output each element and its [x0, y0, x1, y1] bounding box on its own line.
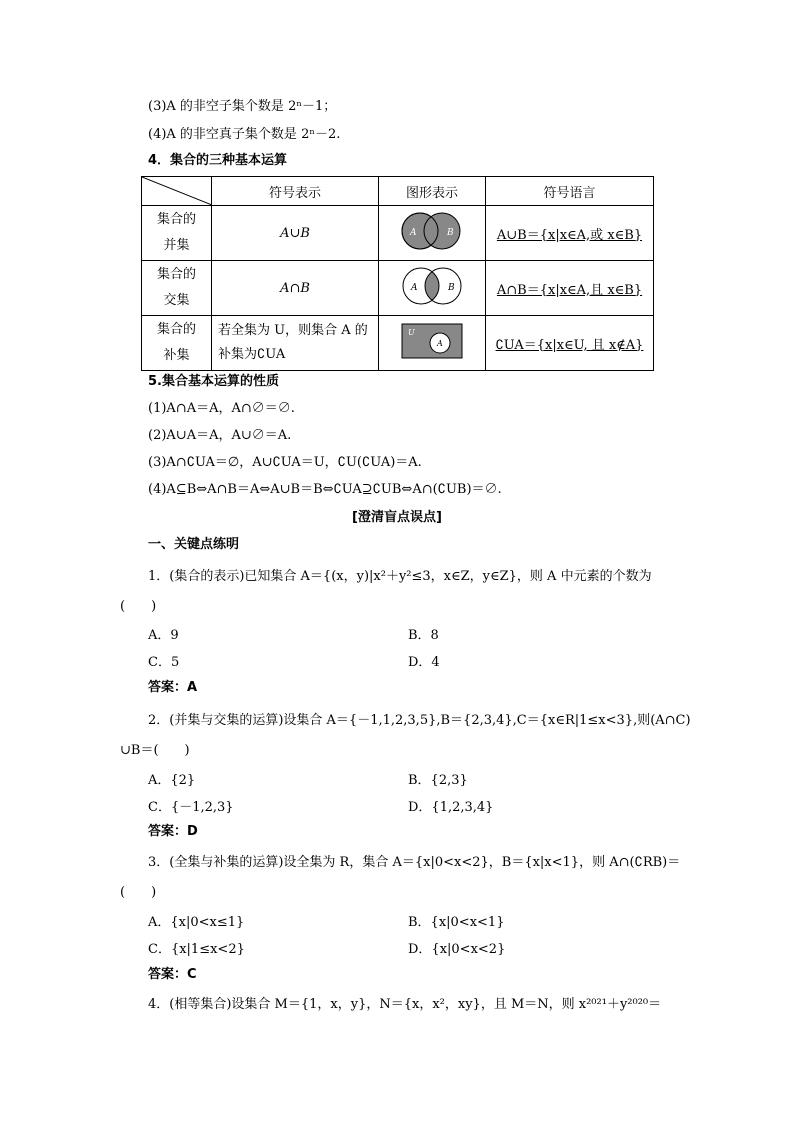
- question-3-choice-d[interactable]: D．{x|0<x<2}: [408, 942, 506, 957]
- practice-title: 一、关键点练明: [148, 537, 240, 552]
- table-header-row: [142, 177, 654, 206]
- header-graphic: 图形表示: [379, 177, 486, 206]
- question-2-paren: ∪B＝( ): [120, 743, 190, 758]
- union-language-text: A∪B＝{x|x∈A,或 x∈B}: [496, 227, 643, 243]
- table-row-complement: [142, 316, 654, 371]
- section-4-title: 4．集合的三种基本运算: [148, 153, 288, 168]
- question-1-choice-b[interactable]: B．8: [408, 628, 439, 643]
- intersection-venn-label-a: A: [411, 283, 418, 293]
- intro-line-3: (3)A 的非空子集个数是 2ⁿ－1；: [148, 99, 337, 114]
- clarify-title: [澄清盲点误点]: [352, 510, 442, 525]
- header-symbol: 符号表示: [212, 177, 379, 206]
- set-operations-table: [141, 176, 654, 371]
- question-3-choice-b[interactable]: B．{x|0<x<1}: [408, 915, 505, 930]
- property-2: (2)A∪A＝A，A∪∅＝A.: [148, 428, 292, 443]
- question-3-choice-a[interactable]: A．{x|0<x≤1}: [148, 915, 245, 930]
- complement-symbol-line-2: 补集为∁UA: [218, 347, 286, 362]
- intersection-language-text: A∩B＝{x|x∈A,且 x∈B}: [496, 282, 643, 298]
- question-1-answer: 答案：A: [148, 680, 198, 695]
- row-name-line-1: 集合的: [156, 322, 196, 337]
- question-2-answer: 答案：D: [148, 824, 198, 839]
- property-4: (4)A⊆B⇔A∩B＝A⇔A∪B＝B⇔∁UA⊇∁UB⇔A∩(∁UB)＝∅.: [148, 482, 502, 497]
- diagonal-line: [142, 177, 212, 205]
- intersection-language: [486, 261, 654, 316]
- question-2-choice-d[interactable]: D．{1,2,3,4}: [408, 800, 494, 815]
- complement-language-text: ∁UA＝{x|x∈U, 且 x∉A}: [495, 337, 644, 353]
- question-1-stem: 1．(集合的表示)已知集合 A＝{(x，y)|x²＋y²≤3，x∈Z，y∈Z}，则 A 中元素的个数为: [148, 569, 652, 584]
- question-3-choice-c[interactable]: C．{x|1≤x<2}: [148, 942, 245, 957]
- question-3-paren: ( ): [120, 885, 157, 900]
- complement-venn-label-u: U: [408, 328, 415, 337]
- union-language: [486, 206, 654, 261]
- header-language: 符号语言: [486, 177, 654, 206]
- intersection-venn-label-b: B: [448, 283, 455, 293]
- question-1-choice-c[interactable]: C．5: [148, 655, 180, 670]
- question-1-choice-a[interactable]: A．9: [148, 628, 179, 643]
- row-name-line-2: 补集: [163, 348, 190, 363]
- union-symbol: A∪B: [212, 206, 379, 261]
- question-2-stem: 2．(并集与交集的运算)设集合 A＝{－1,1,2,3,5},B＝{2,3,4},C＝{x∈R|1≤x<3},则(A∩C): [148, 713, 691, 728]
- union-venn-diagram: [394, 211, 470, 251]
- property-1: (1)A∩A＝A，A∩∅＝∅.: [148, 401, 295, 416]
- row-name-union: [142, 206, 212, 261]
- row-name-line-1: 集合的: [156, 212, 196, 227]
- section-5-title: 5.集合基本运算的性质: [148, 374, 279, 389]
- row-name-line-2: 交集: [163, 293, 190, 308]
- row-name-intersection: [142, 261, 212, 316]
- intersection-venn-diagram: [394, 266, 470, 306]
- table-row-union: [142, 206, 654, 261]
- intersection-venn-cell: [379, 261, 486, 316]
- question-1-choice-d[interactable]: D．4: [408, 655, 440, 670]
- complement-venn-label-a: A: [437, 339, 443, 348]
- row-name-line-2: 并集: [163, 238, 190, 253]
- question-4-stem: 4．(相等集合)设集合 M＝{1，x，y}，N＝{x，x²，xy}，且 M＝N，则 x²⁰²¹＋y²⁰²⁰＝: [148, 997, 662, 1012]
- row-name-line-1: 集合的: [156, 267, 196, 282]
- union-venn-label-a: A: [410, 228, 417, 238]
- complement-symbol: [212, 316, 379, 371]
- complement-symbol-line-1: 若全集为 U，则集合 A 的: [218, 323, 368, 338]
- diagonal-header-cell: [142, 177, 212, 206]
- table-row-intersection: [142, 261, 654, 316]
- question-2-choice-c[interactable]: C．{－1,2,3}: [148, 800, 234, 815]
- complement-venn-diagram: [400, 322, 464, 360]
- question-3-stem: 3．(全集与补集的运算)设全集为 R，集合 A＝{x|0<x<2}，B＝{x|x<1}，则 A∩(∁RB)＝: [148, 855, 681, 870]
- property-3: (3)A∩∁UA＝∅，A∪∁UA＝U，∁U(∁UA)＝A.: [148, 455, 422, 470]
- complement-venn-cell: [379, 316, 486, 371]
- row-name-complement: [142, 316, 212, 371]
- union-venn-label-b: B: [447, 228, 454, 238]
- intersection-symbol: A∩B: [212, 261, 379, 316]
- intro-line-4: (4)A 的非空真子集个数是 2ⁿ－2.: [148, 127, 341, 142]
- complement-language: [486, 316, 654, 371]
- union-venn-cell: [379, 206, 486, 261]
- question-2-choice-a[interactable]: A．{2}: [148, 773, 196, 788]
- question-1-paren: ( ): [120, 599, 157, 614]
- question-3-answer: 答案：C: [148, 967, 197, 982]
- question-2-choice-b[interactable]: B．{2,3}: [408, 773, 468, 788]
